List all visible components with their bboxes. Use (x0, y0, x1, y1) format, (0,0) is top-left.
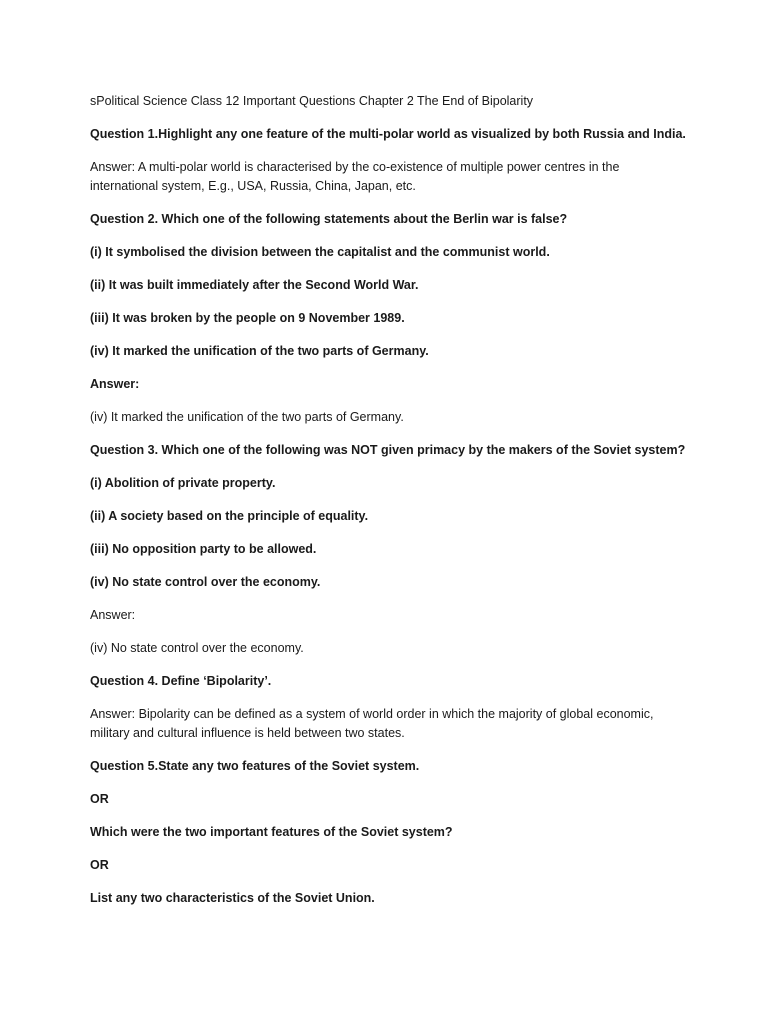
question-2-option-2: (ii) It was built immediately after the Second World War. (90, 278, 419, 292)
question-3-option-2: (ii) A society based on the principle of equality. (90, 509, 369, 523)
document-page (90, 92, 690, 922)
question-2-option-3: (iii) It was broken by the people on 9 November 1989. (90, 311, 405, 325)
question-2-option-4: (iv) It marked the unification of the two parts of Germany. (90, 344, 429, 358)
question-5-alt-2: List any two characteristics of the Soviet Union. (90, 891, 375, 905)
or-separator-2: OR (90, 858, 109, 872)
question-3-option-1: (i) Abolition of private property. (90, 476, 276, 490)
or-separator-1: OR (90, 792, 109, 806)
answer-2-label: Answer: (90, 377, 140, 391)
answer-3: (iv) No state control over the economy. (90, 641, 304, 655)
question-1: Question 1.Highlight any one feature of the multi-polar world as visualized by both Russia and India. (90, 127, 686, 141)
question-2: Question 2. Which one of the following statements about the Berlin war is false? (90, 212, 568, 226)
answer-2: (iv) It marked the unification of the two parts of Germany. (90, 410, 404, 424)
question-2-option-1: (i) It symbolised the division between the capitalist and the communist world. (90, 245, 550, 259)
question-5: Question 5.State any two features of the Soviet system. (90, 759, 420, 773)
answer-4: Answer: Bipolarity can be defined as a system of world order in which the majority of global economic, military and cultural influence is held between two states. (90, 707, 654, 740)
document-title: sPolitical Science Class 12 Important Questions Chapter 2 The End of Bipolarity (90, 94, 534, 108)
question-4: Question 4. Define ‘Bipolarity’. (90, 674, 272, 688)
answer-1: Answer: A multi-polar world is characterised by the co-existence of multiple power centres in the international system, E.g., USA, Russia, China, Japan, etc. (90, 160, 620, 193)
answer-3-label: Answer: (90, 608, 136, 622)
question-3-option-4: (iv) No state control over the economy. (90, 575, 321, 589)
question-3: Question 3. Which one of the following was NOT given primacy by the makers of the Soviet system? (90, 443, 686, 457)
question-5-alt-1: Which were the two important features of the Soviet system? (90, 825, 453, 839)
question-3-option-3: (iii) No opposition party to be allowed. (90, 542, 317, 556)
